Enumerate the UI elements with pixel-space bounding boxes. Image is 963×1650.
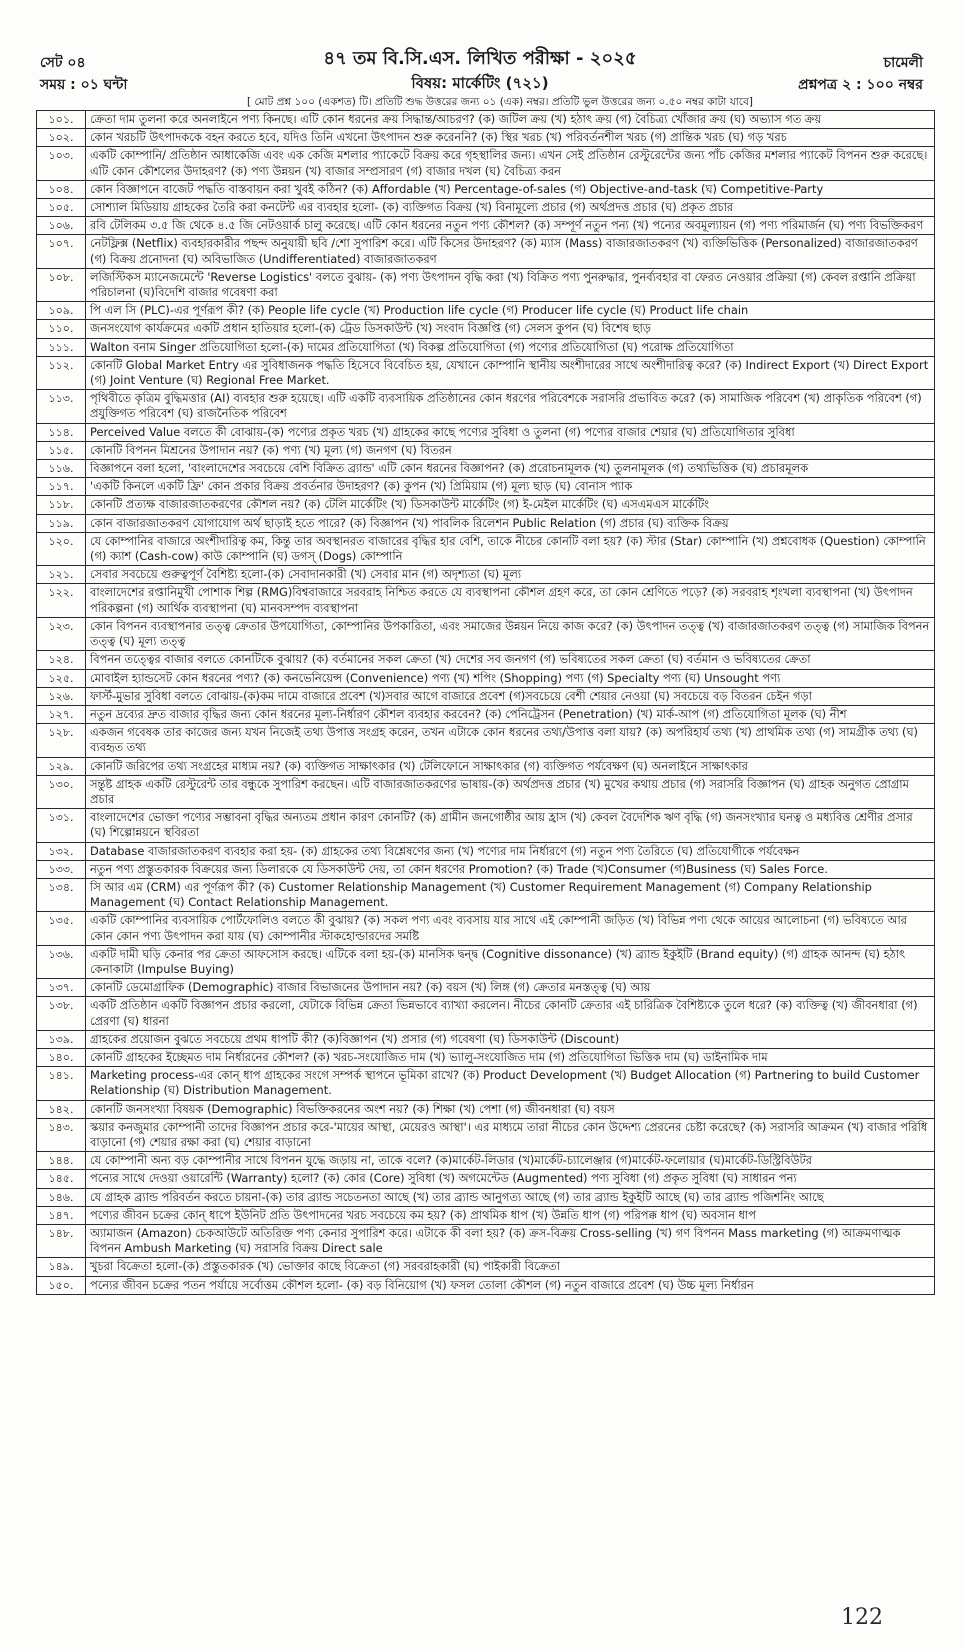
question-row (37, 945, 935, 978)
question-row (37, 1170, 935, 1188)
question-number: ১৩০. (37, 775, 86, 808)
question-text: কোনটি জরিপের তথ্য সংগ্রহের মাধ্যম নয়? (ক) ব্যক্তিগত সাক্ষাৎকার (খ) টেলিফোনে সাক্ষাৎকার (গ) ব্যক্তিগত পর্যবেক্ষণ (ঘ) অনলাইনে সাক্ষাৎকার (86, 757, 935, 775)
question-row (37, 338, 935, 356)
question-text: কোনটি বিপনন মিশ্রনের উপাদান নয়? (ক) পণ্য (খ) মূল্য (গ) জনগণ (ঘ) বিতরন (86, 441, 935, 459)
question-number: ১১৯. (37, 514, 86, 532)
question-row (37, 129, 935, 147)
question-text: স্কয়ার কনজুমার কোম্পানী তাদের বিজ্ঞাপন প্রচার করে-'মায়ের আস্থা, মেয়েরও আস্থা'। এর মাধ্যমে তারা নীচের কোন উদ্দেশ্য প্রেরনের চেষ্টা করেছে? (ক) সরাসরি আক্রমন (খ) বাজার পরিধি বাড়ানো (গ) শেয়ার রক্ষা করা (ঘ) শেয়ার বাড়ানো (86, 1118, 935, 1151)
question-row (37, 1067, 935, 1100)
question-number: ১৪৭. (37, 1206, 86, 1224)
question-text: গ্রাহকের প্রয়োজন বুঝতে সবচেয়ে প্রথম ধাপটি কী? (ক)বিজ্ঞাপন (খ) প্রসার (গ) গবেষণা (ঘ) ডিসকাউন্ট (Discount) (86, 1030, 935, 1048)
question-row (37, 912, 935, 945)
question-row (37, 1225, 935, 1258)
question-row (37, 979, 935, 997)
question-row (37, 441, 935, 459)
question-text: কোন খরচটি উৎপাদককে বহন করতে হবে, যদিও তিনি এখনো উৎপাদন শুরু করেননি? (ক) স্থির খরচ (খ) পরিবর্তনশীল খরচ (গ) প্রান্তিক খরচ (ঘ) গড় খরচ (86, 129, 935, 147)
question-number: ১৪৯. (37, 1258, 86, 1276)
subject-title: বিষয়: মার্কেটিং (৭২১) (411, 74, 549, 92)
question-row (37, 514, 935, 532)
header-right (798, 52, 923, 96)
question-text: মোবাইল হ্যান্ডসেট কোন ধরনের পণ্য? (ক) কনভেনিয়েন্স (Convenience) পণ্য (খ) শপিং (Shopping) পণ্য (গ) Specialty পণ্য (ঘ) Unsought পণ্য (86, 669, 935, 687)
question-number: ১৪৩. (37, 1118, 86, 1151)
question-number: ১৩৩. (37, 860, 86, 878)
question-number: ১৪৫. (37, 1170, 86, 1188)
question-row (37, 460, 935, 478)
question-row (37, 320, 935, 338)
question-text: খুচরা বিক্রেতা হলো-(ক) প্রস্তুতকারক (খ) ভোক্তার কাছে বিক্রেতা (গ) সরবরাহকারী (ঘ) পাইকারী বিক্রেতা (86, 1258, 935, 1276)
question-text: সি আর এম (CRM) এর পূর্ণরূপ কী? (ক) Customer Relationship Management (খ) Customer Requirement Management (গ) Company Relationship Management (ঘ) Contact Relationship Management. (86, 878, 935, 911)
question-row (37, 147, 935, 180)
question-text: একটি কোম্পানির ব্যবসায়িক পোর্টফোলিও বলতে কী বুঝায়? (ক) সকল পণ্য এবং ব্যবসায় যার সাথে এই কোম্পানী জড়িত (খ) বিভিন্ন পণ্য থেকে আয়ের আলোচনা (গ) ভবিষ্যতে আর কোন কোন পণ্য উৎপাদন করা যায় (ঘ) কোম্পানীর স্টাকহোল্ডারদের সমষ্টি (86, 912, 935, 945)
question-text: Perceived Value বলতে কী বোঝায়-(ক) পণ্যের প্রকৃত খরচ (খ) গ্রাহকের কাছে পণ্যের সুবিধা ও তুলনা (গ) পণ্যের বাজার শেয়ার (ঘ) প্রতিযোগিতার সুবিধা (86, 423, 935, 441)
question-number: ১১৭. (37, 478, 86, 496)
question-row (37, 111, 935, 129)
question-row (37, 757, 935, 775)
question-number: ১২৭. (37, 705, 86, 723)
question-text: কোন বিজ্ঞাপনে বাজেট পদ্ধতি বাস্তবায়ন করা খুবই কঠিন? (ক) Affordable (খ) Percentage-of-sales (গ) Objective-and-task (ঘ) Competitive-Party (86, 180, 935, 198)
question-text: Marketing process-এর কোন্ ধাপ গ্রাহকের সংগে সম্পর্ক স্থাপনে ভূমিকা রাখে? (ক) Product Development (খ) Budget Allocation (গ) Partnering to build Customer Relationship (ঘ) Distribution Management. (86, 1067, 935, 1100)
question-text: রবি টেলিকম ৩.৫ জি থেকে ৪.৫ জি নেটওয়ার্ক চালু করেছে। এটি কোন ধরনের নতুন পণ্য কৌশল? (ক) সম্পূর্ণ নতুন পন্য (খ) পন্যের অবমূল্যায়ন (গ) পণ্য পরিমার্জন (ঘ) পণ্য বিভক্তিকরণ (86, 217, 935, 235)
question-row (37, 180, 935, 198)
question-row (37, 1118, 935, 1151)
question-number: ১০৪. (37, 180, 86, 198)
question-text: যে কোম্পানী অন্য বড় কোম্পানীর সাথে বিপনন যুদ্ধে জড়ায় না, তাকে বলে? (ক)মার্কেট-লিডার (খ)মার্কেট-চ্যালেঞ্জার (গ)মার্কেট-ফলোয়ার (ঘ)মার্কেট-ডিস্ট্রিবিউটর (86, 1152, 935, 1170)
question-text: বিপনন তত্ত্বের বাজার বলতে কোনটিকে বুঝায়? (ক) বর্তমানের সকল ক্রেতা (খ) দেশের সব জনগণ (গ) ভবিষ্যতের সকল ক্রেতা (ঘ) বর্তমান ও ভবিষ্যতের ক্রেতা (86, 651, 935, 669)
question-number: ১২৪. (37, 651, 86, 669)
question-table (36, 110, 935, 1295)
question-text: অ্যামাজন (Amazon) চেকআউটে অতিরিক্ত পণ্য কেনার সুপারিশ করে। এটাকে কী বলা হয়? (ক) ক্রস-বিক্রয় Cross-selling (খ) গণ বিপনন Mass marketing (গ) আক্রমণাত্মক বিপনন Ambush Marketing (ঘ) সরাসরি বিক্রয় Direct sale (86, 1225, 935, 1258)
instruction-text: [ মোট প্রশ্ন ১০০ (একশত) টি। প্রতিটি শুদ্ধ উত্তরের জন্য ০১ (এক) নম্বর। প্রতিটি ভুল উত্তরের জন্য ০.৫০ নম্বর কাটা যাবে] (247, 96, 753, 108)
question-text: সেবার সবচেয়ে গুরুত্বপূর্ণ বৈশিষ্ট্য হলো-(ক) সেবাদানকারী (খ) সেবার মান (গ) অদৃশ্যতা (ঘ) মূল্য (86, 566, 935, 584)
question-text: বাংলাদেশের রপ্তানিমুখী পোশাক শিল্প (RMG)বিশ্ববাজারে সরবরাহ নিশ্চিত করতে যে ব্যবস্থাপনা কৌশল গ্রহণ করে, তা কোন শ্রেণিতে পড়ে? (ক) সরবরাহ শৃংখলা ব্যবস্থাপনা (খ) উৎপাদন পরিকল্পনা (গ) আর্থিক ব্যবস্থাপনা (ঘ) মানবসম্পদ ব্যবস্থাপনা (86, 584, 935, 617)
question-number: ১১৬. (37, 460, 86, 478)
question-row (37, 1152, 935, 1170)
college-label: চামেলী (883, 55, 923, 71)
question-text: Database বাজারজাতকরণ ব্যবহার করা হয়- (ক) গ্রাহকের তথ্য বিশ্লেষণের জন্য (খ) পণ্যের দাম নির্ধারণে (গ) নতুন পণ্য তৈরিতে (ঘ) প্রতিযোগীকে পর্যবেক্ষন (86, 842, 935, 860)
question-row (37, 842, 935, 860)
question-text: কোন বাজারজাতকরণ যোগাযোগ অর্থ ছাড়াই হতে পারে? (ক) বিজ্ঞাপন (খ) পাবলিক রিলেশন Public Relation (গ) প্রচার (ঘ) ব্যক্তিক বিক্রয় (86, 514, 935, 532)
question-text: একটি প্রতিষ্ঠান একটি বিজ্ঞাপন প্রচার করলো, যেটাকে বিভিন্ন ক্রেতা ভিন্নভাবে ব্যাখ্যা করলেন। নীচের কোনটি ক্রেতার এই চারিত্রিক বৈশিষ্ট্যকে তুলে ধরে? (ক) ব্যক্তিত্ব (খ) জীবনধারা (গ) প্রেরণা (ঘ) ধারনা (86, 997, 935, 1030)
question-text: পণ্যের জীবন চক্রের কোন্ ধাপে ইউনিট প্রতি উৎপাদনের খরচ সবচেয়ে কম হয়? (ক) প্রাথমিক ধাপ (খ) উন্নতি ধাপ (গ) পরিপক্ক ধাপ (ঘ) অবসান ধাপ (86, 1206, 935, 1224)
question-number: ১২৯. (37, 757, 86, 775)
question-text: পন্যের সাথে দেওয়া ওয়ারেন্টি (Warranty) হলো? (ক) কোর (Core) সুবিধা (খ) অগমেন্টেড (Augmented) পণ্য সুবিধা (গ) প্রকৃত সুবিধা (ঘ) সাধারন পন্য (86, 1170, 935, 1188)
question-number: ১০৬. (37, 217, 86, 235)
question-number: ১০৭. (37, 235, 86, 268)
question-row (37, 496, 935, 514)
question-row (37, 235, 935, 268)
question-row (37, 356, 935, 389)
question-number: ১৫০. (37, 1276, 86, 1294)
question-number: ১১৮. (37, 496, 86, 514)
question-number: ১০৫. (37, 199, 86, 217)
question-row (37, 566, 935, 584)
question-number: ১৪৮. (37, 1225, 86, 1258)
question-number: ১০১. (37, 111, 86, 129)
question-table-body (37, 111, 935, 1295)
question-number: ১৩৪. (37, 878, 86, 911)
question-text: কোন বিপনন ব্যবস্থাপনার তত্ত্ব ক্রেতার উপযোগিতা, কোম্পানির উপকারিতা, এবং সমাজের উন্নয়ন নিয়ে কাজ করে? (ক) উৎপাদন তত্ত্ব (খ) বাজারজাতকরণ তত্ত্ব (গ) সামাজিক বিপনন তত্ত্ব (ঘ) মূল্য তত্ত্ব (86, 617, 935, 650)
question-row (37, 724, 935, 757)
question-text: একজন গবেষক তার কাজের জন্য যখন নিজেই তথ্য উপাত্ত সংগ্রহ করেন, তখন এটাকে কোন ধরনের তথ্য/উপাত্ত বলা যায়? (ক) অপরিহার্য তথ্য (খ) প্রাথমিক তথ্য (গ) সামগ্রীক তথ্য (ঘ) ব্যবহৃত তথ্য (86, 724, 935, 757)
page-number: 122 (841, 1605, 883, 1630)
question-number: ১২৮. (37, 724, 86, 757)
question-number: ১০২. (37, 129, 86, 147)
set-label: সেট ০৪ (40, 55, 86, 71)
question-number: ১৪৪. (37, 1152, 86, 1170)
question-text: কোনটি গ্রাহকের ইচ্ছেমত দাম নির্ধারনের কৌশল? (ক) খরচ-সংযোজিত দাম (খ) ভ্যালু-সংযোজিত দাম (গ) প্রতিযোগিতা ভিত্তিক দাম (ঘ) ডাইনামিক দাম (86, 1048, 935, 1066)
question-row (37, 1206, 935, 1224)
question-number: ১১৫. (37, 441, 86, 459)
question-text: পি এল সি (PLC)-এর পূর্ণরূপ কী? (ক) People life cycle (খ) Production life cycle (গ) Producer life cycle (ঘ) Product life chain (86, 302, 935, 320)
question-text: নতুন পণ্য প্রস্তুতকারক বিক্রয়ের জন্য ডিলারকে যে ডিসকাউন্ট দেয়, তা কোন ধরণের Promotion? (ক) Trade (খ)Consumer (গ)Business (ঘ) Sales Force. (86, 860, 935, 878)
question-text: ক্রেতা দাম তুলনা করে অনলাইনে পণ্য কিনছে। এটি কোন ধরনের ক্রয় সিদ্ধান্ত/আচরণ? (ক) জটিল ক্রয় (খ) হঠাৎ ক্রয় (গ) বৈচিত্র্য খোঁজার ক্রয় (ঘ) অভ্যাস গত ক্রয় (86, 111, 935, 129)
question-row (37, 617, 935, 650)
question-number: ১০৮. (37, 268, 86, 301)
question-text: একটি কোম্পানি/ প্রতিষ্ঠান আধাকেজি এবং এক কেজি মশলার প্যাকেটে বিক্রয় করে গৃহস্থালির জন্য। এখন সেই প্রতিষ্ঠান রেস্টুরেন্টের জন্য পাঁচ কেজির মশলার প্যাকেট বিপনন শুরু করেছে। এটি কোন কৌশলের উদাহরণ? (ক) পণ্য উন্নয়ন (খ) বাজার সম্প্রসারণ (গ) বাজার দখল (ঘ) বৈচিত্র্য করন (86, 147, 935, 180)
question-number: ১১১. (37, 338, 86, 356)
question-text: বাংলাদেশের ভোক্তা পণ্যের সম্ভাবনা বৃদ্ধির অন্যতম প্রধান কারণ কোনটি? (ক) গ্রামীন জনগোষ্ঠীর আয় হ্রাস (খ) কেবল বৈদেশিক ঋণ বৃদ্ধি (গ) জনসংখ্যার ঘনত্ব ও মধ্যবিত্ত শ্রেণীর প্রসার (ঘ) শিল্পোন্নয়নে স্থবিরতা (86, 809, 935, 842)
question-row (37, 268, 935, 301)
question-number: ১২২. (37, 584, 86, 617)
question-row (37, 860, 935, 878)
question-row (37, 1188, 935, 1206)
question-number: ১৪২. (37, 1100, 86, 1118)
question-row (37, 775, 935, 808)
question-row (37, 651, 935, 669)
question-row (37, 532, 935, 565)
question-row (37, 302, 935, 320)
exam-title: ৪৭ তম বি.সি.এস. লিখিত পরীক্ষা - ২০২৫ (323, 48, 637, 69)
question-row (37, 423, 935, 441)
question-text: Walton বনাম Singer প্রতিযোগিতা হলো-(ক) দামের প্রতিযোগিতা (খ) বিকল্প প্রতিযোগিতা (গ) পণ্যের প্রতিযোগিতা (ঘ) পরোক্ষ প্রতিযোগিতা (86, 338, 935, 356)
question-row (37, 1048, 935, 1066)
question-number: ১২১. (37, 566, 86, 584)
question-number: ১০৩. (37, 147, 86, 180)
question-number: ১৪৬. (37, 1188, 86, 1206)
question-row (37, 878, 935, 911)
time-label: সময় : ০১ ঘন্টা (40, 77, 128, 93)
question-row (37, 584, 935, 617)
paper-label: প্রশ্নপত্র ২ : ১০০ নম্বর (798, 77, 923, 93)
question-text: একটি দামী ঘড়ি কেনার পর ক্রেতা আফসোস করছে। এটিকে বলা হয়-(ক) মানসিক দ্বন্দ্ব (Cognitive dissonance) (খ) ব্র্যান্ড ইকুইটি (Brand equity) (গ) গ্রাহক আনন্দ (ঘ) হঠাৎ কেনাকাটা (Impulse Buying) (86, 945, 935, 978)
question-text: কোনটি ডেমোগ্রাফিক (Demographic) বাজার বিভাজনের উপাদান নয়? (ক) বয়স (খ) লিঙ্গ (গ) ক্রেতার মনস্তত্ত্ব (ঘ) আয় (86, 979, 935, 997)
question-row (37, 478, 935, 496)
question-number: ১৪০. (37, 1048, 86, 1066)
question-number: ১৩১. (37, 809, 86, 842)
header-center (180, 46, 780, 94)
question-text: জনসংযোগ কার্যক্রমের একটি প্রধান হাতিয়ার হলো-(ক) ট্রেড ডিসকাউন্ট (খ) সংবাদ বিজ্ঞপ্তি (গ) সেলস কুপন (ঘ) বিশেষ ছাড় (86, 320, 935, 338)
question-row (37, 390, 935, 423)
question-text: কোনটি Global Market Entry এর সুবিধাজনক পদ্ধতি হিসেবে বিবেচিত হয়, যেখানে কোম্পানি স্থানীয় অংশীদারের সাথে অংশীদারিত্ব করে? (ক) Indirect Export (খ) Direct Export (গ) Joint Venture (ঘ) Regional Free Market. (86, 356, 935, 389)
question-row (37, 1100, 935, 1118)
question-row (37, 997, 935, 1030)
question-text: ফার্স্ট-মুভার সুবিধা বলতে বোঝায়-(ক)কম দামে বাজারে প্রবেশ (খ)সবার আগে বাজারে প্রবেশ (গ)সবচেয়ে বেশী শেয়ার নেওয়া (ঘ) সবচেয়ে বড় বিতরন চেইন গড়া (86, 687, 935, 705)
question-text: নেটফ্লিক্স (Netflix) ব্যবহারকারীর পছন্দ অনুযায়ী ছবি /শো সুপারিশ করে। এটি কিসের উদাহরণ? (ক) ম্যাস (Mass) বাজারজাতকরণ (খ) ব্যক্তিভিত্তিক (Personalized) বাজারজাতকরণ (গ) বিক্রয় প্রনোদনা (ঘ) অবিভাজিত (Undifferentiated) বাজারজাতকরণ (86, 235, 935, 268)
question-text: যে গ্রাহক ব্র্যান্ড পরিবর্তন করতে চায়না-(ক) তার ব্র্যান্ড সচেতনতা আছে (খ) তার ব্র্যান্ড আনুগত্য আছে (গ) তার ব্র্যান্ড ইকুইটি আছে (ঘ) তার ব্র্যান্ড পজিশনিং আছে (86, 1188, 935, 1206)
question-row (37, 705, 935, 723)
question-text: পৃথিবীতে কৃত্রিম বুদ্ধিমত্তার (AI) ব্যবহার শুরু হয়েছে। এটি একটি ব্যবসায়িক প্রতিষ্ঠানের কোন ধরণের পরিবেশকে সরাসরি প্রভাবিত করে? (ক) সামাজিক পরিবেশ (খ) প্রাকৃতিক পরিবেশ (গ) প্রযুক্তিগত পরিবেশ (ঘ) রাজনৈতিক পরিবেশ (86, 390, 935, 423)
question-row (37, 809, 935, 842)
question-text: লজিস্টিকস ম্যানেজমেন্টে 'Reverse Logistics' বলতে বুঝায়- (ক) পণ্য উৎপাদন বৃদ্ধি করা (খ) বিক্রিত পণ্য পুনরুদ্ধার, পুনর্ব্যবহার বা ফেরত নেওয়ার প্রক্রিয়া (গ) কেবল রপ্তানি প্রক্রিয়া পরিচালনা (ঘ)বিদেশি বাজার গবেষণা করা (86, 268, 935, 301)
question-row (37, 687, 935, 705)
question-number: ১১৩. (37, 390, 86, 423)
question-number: ১২৩. (37, 617, 86, 650)
question-number: ১৩৯. (37, 1030, 86, 1048)
question-number: ১০৯. (37, 302, 86, 320)
question-number: ১২৬. (37, 687, 86, 705)
question-row (37, 199, 935, 217)
question-text: সন্তুষ্ট গ্রাহক একটি রেস্টুরেন্ট তার বন্ধুকে সুপারিশ করছেন। এটি বাজারজাতকরণের ভাষায়-(ক) অর্থপ্রদত্ত প্রচার (খ) মুখের কথায় প্রচার (গ) সরাসরি বিজ্ঞাপন (ঘ) গ্রাহক অনুগত প্রোগ্রাম প্রচার (86, 775, 935, 808)
question-number: ১২০. (37, 532, 86, 565)
question-row (37, 1030, 935, 1048)
question-row (37, 669, 935, 687)
question-number: ১৪১. (37, 1067, 86, 1100)
question-number: ১৩৭. (37, 979, 86, 997)
question-number: ১১৪. (37, 423, 86, 441)
question-text: 'একটি কিনলে একটি ফ্রি' কোন প্রকার বিক্রয় প্রবর্তনার উদাহরণ? (ক) কুপন (খ) প্রিমিয়াম (গ) মূল্য ছাড় (ঘ) বোনাস প্যাক (86, 478, 935, 496)
question-number: ১৩২. (37, 842, 86, 860)
question-text: পন্যের জীবন চক্রের পতন পর্যায়ে সর্বোত্তম কৌশল হলো- (ক) বড় বিনিয়োগ (খ) ফসল তোলা কৌশল (গ) নতুন বাজারে প্রবেশ (ঘ) উচ্চ মূল্য নির্ধারন (86, 1276, 935, 1294)
question-row (37, 217, 935, 235)
question-number: ১১০. (37, 320, 86, 338)
question-number: ১১২. (37, 356, 86, 389)
question-number: ১৩৫. (37, 912, 86, 945)
question-text: যে কোম্পানির বাজারে অংশীদারিত্ব কম, কিন্তু তার অবস্থানরত বাজারের বৃদ্ধির হার বেশি, তাকে নীচের কোনটি বলা হয়? (ক) স্টার (Star) কোম্পানি (খ) প্রশ্নবোধক (Question) কোম্পানি (গ) ক্যাশ (Cash-cow) কাউ কোম্পানি (ঘ) ডগস্‌ (Dogs) কোম্পানি (86, 532, 935, 565)
question-text: কোনটি জনসংখ্যা বিষয়ক (Demographic) বিভক্তিকরনের অংশ নয়? (ক) শিক্ষা (খ) পেশা (গ) জীবনধারা (ঘ) বয়স (86, 1100, 935, 1118)
question-number: ১৩৬. (37, 945, 86, 978)
question-text: কোনটি প্রত্যক্ষ বাজারজাতকরণের কৌশল নয়? (ক) টেলি মার্কেটিং (খ) ডিসকাউন্ট মার্কেটিং (গ) ই-মেইল মার্কেটিং (ঘ) এসএমএস মার্কেটিং (86, 496, 935, 514)
header-left (40, 52, 127, 96)
question-text: বিজ্ঞাপনে বলা হলো, 'বাংলাদেশের সবচেয়ে বেশি বিক্রিত ব্র্যান্ড' এটি কোন ধরনের বিজ্ঞাপন? (ক) প্ররোচনামূলক (খ) তুলনামূলক (গ) তথ্যভিত্তিক (ঘ) প্রচারমূলক (86, 460, 935, 478)
question-number: ১৩৮. (37, 997, 86, 1030)
question-row (37, 1276, 935, 1294)
question-text: সোশ্যাল মিডিয়ায় গ্রাহকের তৈরি করা কনটেন্ট এর ব্যবহার হলো- (ক) ব্যক্তিগত বিক্রয় (খ) বিনামূল্যে প্রচার (গ) অর্থপ্রদত্ত প্রচার (ঘ) প্রকৃত প্রচার (86, 199, 935, 217)
question-number: ১২৫. (37, 669, 86, 687)
question-text: নতুন দ্রব্যের দ্রুত বাজার বৃদ্ধির জন্য কোন ধরনের মূল্য-নির্ধারণ কৌশল ব্যবহার করবেন? (ক) পেনিট্রেসন (Penetration) (খ) মার্ক-আপ (গ) প্রতিযোগিতা মূলক (ঘ) নীশ (86, 705, 935, 723)
question-row (37, 1258, 935, 1276)
